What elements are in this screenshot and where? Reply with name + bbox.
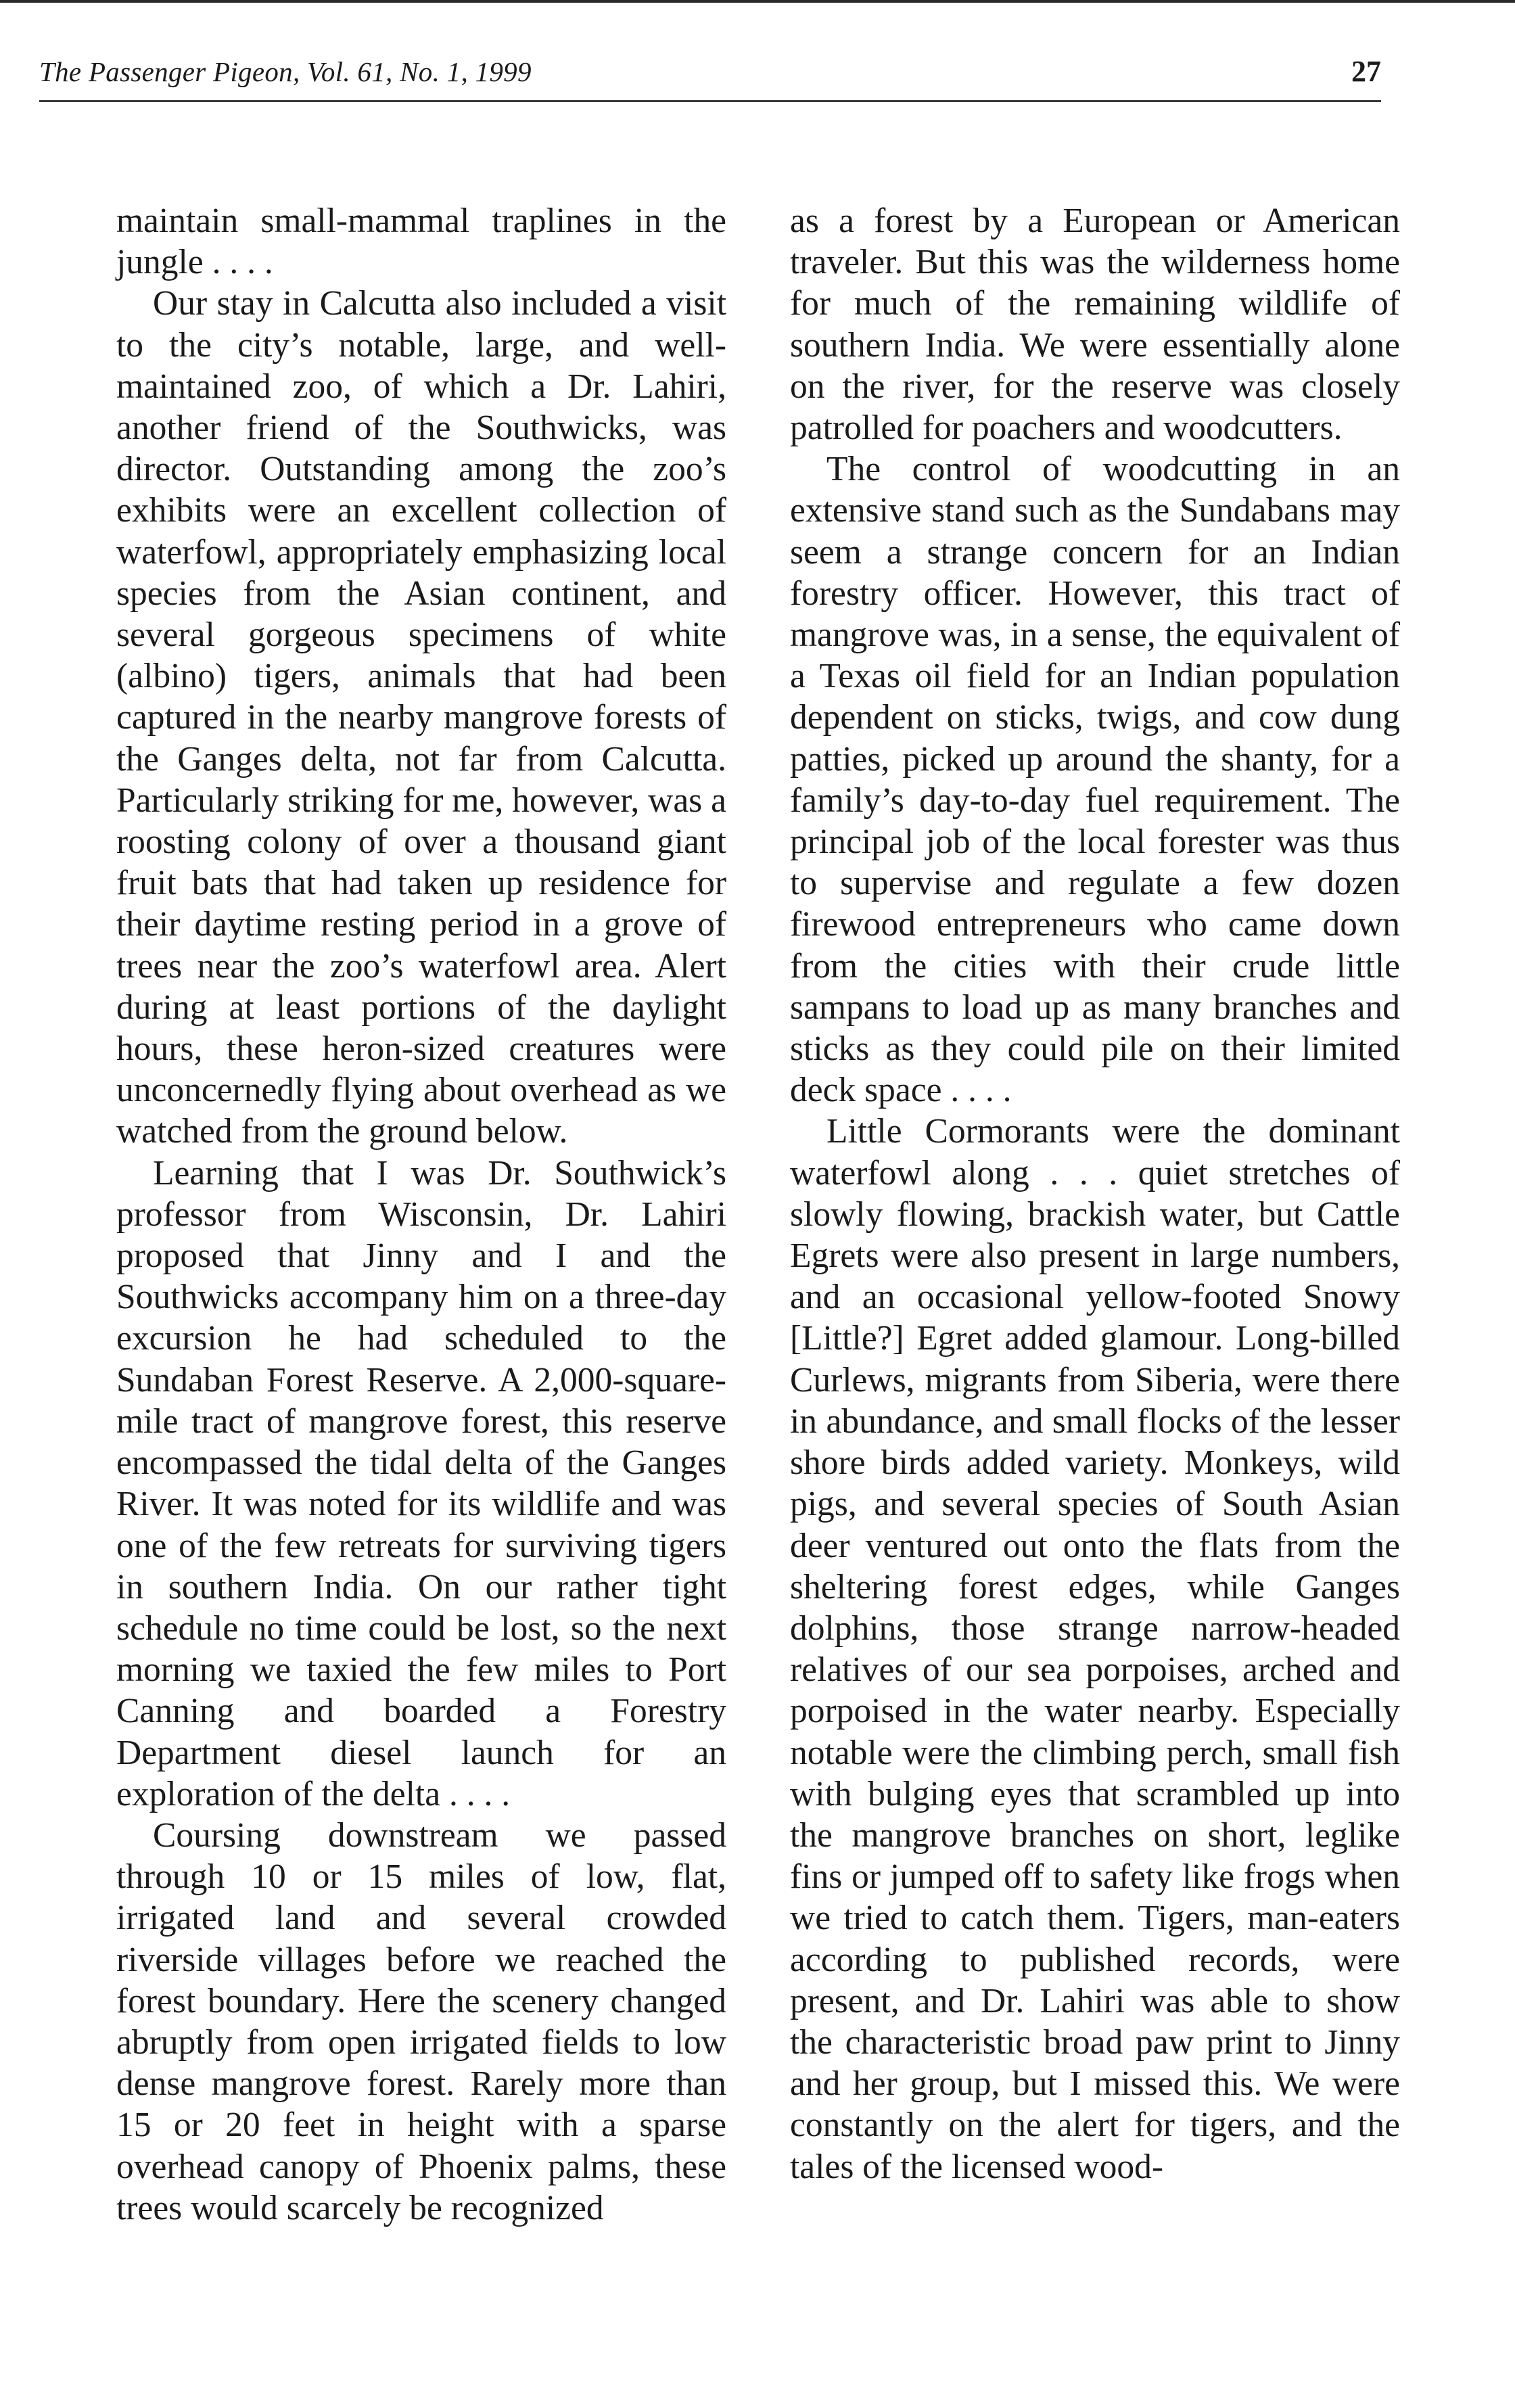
top-border-rule: [0, 0, 1515, 3]
right-text-column: [790, 200, 1400, 2187]
journal-citation: The Passenger Pigeon, Vol. 61, No. 1, 1999: [39, 56, 532, 87]
paragraph-woodcutting-control: The control of woodcutting in an extensive stand such as the Sundabans may seem a strange concern for an Indian forestry officer. However, this tract of mangrove was, in a sense, the equivalent of a Texas oil field for an Indian population dependent on sticks, twigs, and cow dung patties, picked up around the shanty, for a family’s day-to-day fuel requirement. The principal job of the local forester was thus to supervise and regulate a few dozen firewood entrepreneurs who came down from the cities with their crude little sampans to load up as many branches and sticks as they could pile on their limited deck space . . . .: [790, 450, 1400, 1110]
paragraph-calcutta-zoo: Our stay in Calcutta also included a visit to the city’s notable, large, and well-maintained zoo, of which a Dr. Lahiri, another friend of the Southwicks, was director. Outstanding among the zoo’s exhibits were an excellent collection of waterfowl, appropriately emphasizing local species from the Asian continent, and several gorgeous specimens of white (albino) tigers, animals that had been captured in the nearby mangrove forests of the Ganges delta, not far from Calcutta. Particularly striking for me, however, was a roosting colony of over a thousand giant fruit bats that had taken up residence for their daytime resting period in a grove of trees near the zoo’s waterfowl area. Alert during at least portions of the daylight hours, these heron-sized creatures were unconcernedly flying about overhead as we watched from the ground below.: [116, 284, 726, 1151]
paragraph-coursing-downstream: Coursing downstream we passed through 10 or 15 miles of low, flat, irrigated land and several crowded riverside villages before we reached the forest boundary. Here the scenery changed abruptly from open irrigated fields to low dense mangrove forest. Rarely more than 15 or 20 feet in height with a sparse overhead canopy of Phoenix palms, these trees would scarcely be recognized: [116, 1815, 726, 2227]
paragraph-sundaban-excursion: Learning that I was Dr. Southwick’s professor from Wisconsin, Dr. Lahiri proposed that Jinny and I and the Southwicks accompany him on a three-day excursion he had scheduled to the Sundaban Forest Reserve. A 2,000-square-mile tract of mangrove forest, this reserve encompassed the tidal delta of the Ganges River. It was noted for its wildlife and was one of the few retreats for surviving tigers in southern India. On our rather tight schedule no time could be lost, so the next morning we taxied the few miles to Port Canning and boarded a Forestry Department diesel launch for an exploration of the delta . . . .: [116, 1153, 726, 1813]
paragraph-forest-continued: as a forest by a European or American traveler. But this was the wilderness home for much of the remaining wildlife of southern India. We were essentially alone on the river, for the reserve was closely patrolled for poachers and woodcutters.: [790, 202, 1400, 448]
left-text-column: [116, 200, 726, 2229]
page-number: 27: [1351, 55, 1381, 88]
paragraph-continued: maintain small-mammal traplines in the jungle . . . .: [116, 202, 726, 282]
paragraph-wildlife-observations: Little Cormorants were the dominant waterfowl along . . . quiet stretches of slowly flowing, brackish water, but Cattle Egrets were also present in large numbers, and an occasional yellow-footed Snowy [Little?] Egret added glamour. Long-billed Curlews, migrants from Siberia, were there in abundance, and small flocks of the lesser shore birds added variety. Monkeys, wild pigs, and several species of South Asian deer ventured out onto the flats from the sheltering forest edges, while Ganges dolphins, those strange narrow-headed relatives of our sea porpoises, arched and porpoised in the water nearby. Especially notable were the climbing perch, small fish with bulging eyes that scrambled up into the mangrove branches on short, leglike fins or jumped off to safety like frogs when we tried to catch them. Tigers, man-eaters according to published records, were present, and Dr. Lahiri was able to show the characteristic broad paw print to Jinny and her group, but I missed this. We were constantly on the alert for tigers, and the tales of the licensed wood-: [790, 1112, 1400, 2186]
running-header: [39, 53, 1381, 102]
